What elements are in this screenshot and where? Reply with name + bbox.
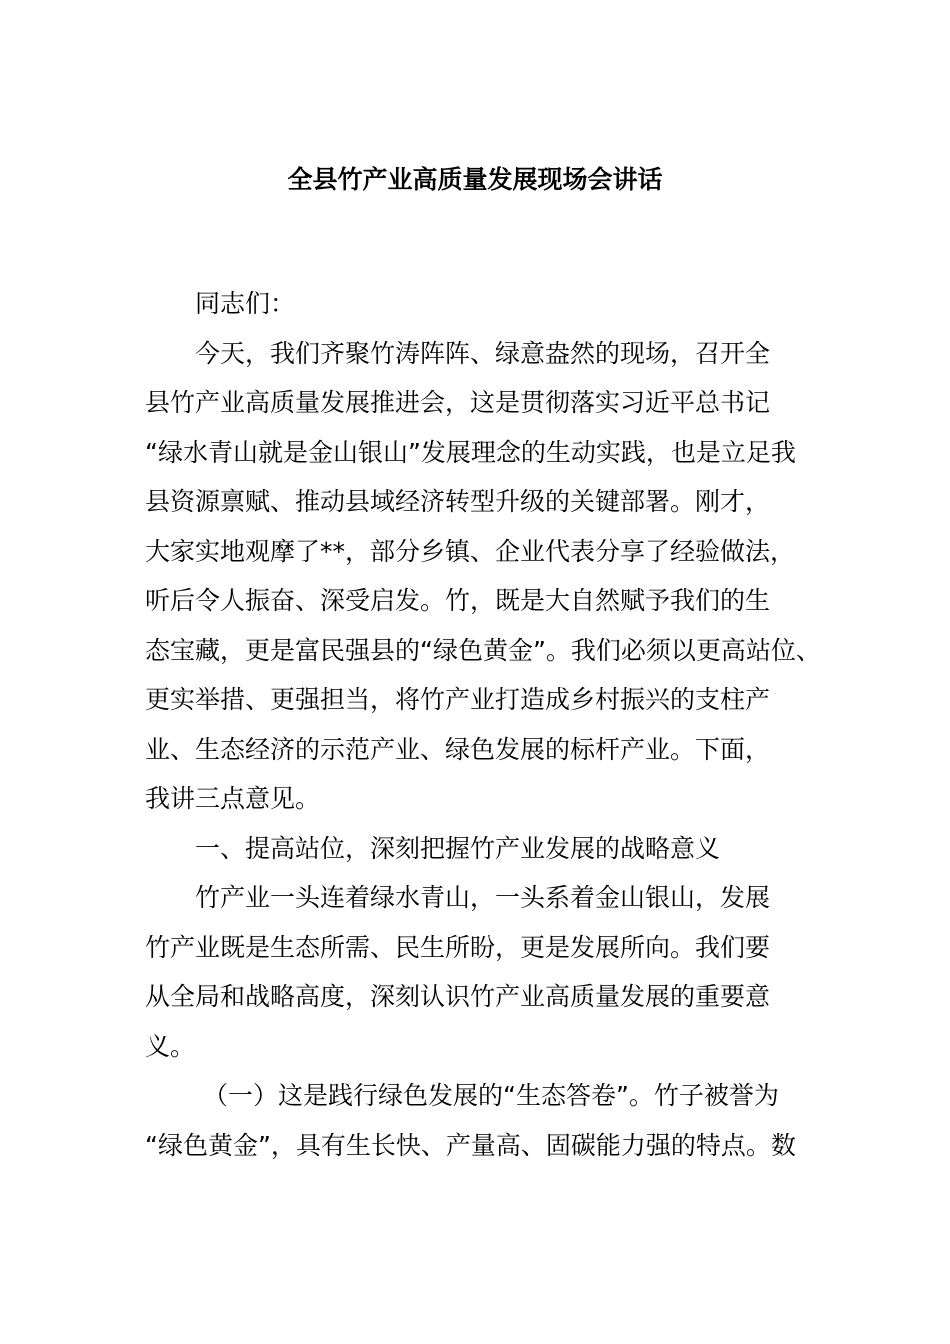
- text-line: 业、生态经济的示范产业、绿色发展的标杆产业。下面，: [145, 734, 771, 764]
- text-line: （一）这是践行绿色发展的“生态答卷”。竹子被誉为: [203, 1081, 779, 1110]
- section-heading-1: [145, 824, 835, 874]
- text-line: 一、提高站位，深刻把握竹产业发展的战略意义: [195, 833, 721, 863]
- subsection-1-paragraph: [145, 1071, 835, 1170]
- section-1-paragraph: [145, 873, 835, 1071]
- text-line: 今天，我们齐聚竹涛阵阵、绿意盎然的现场，召开全: [195, 338, 771, 368]
- text-line: 态宝藏，更是富民强县的“绿色黄金”。我们必须以更高站位、: [145, 635, 821, 665]
- text-line: 义。: [145, 1031, 196, 1061]
- text-line: 同志们：: [195, 289, 296, 318]
- text-line: 县资源禀赋、推动县域经济转型升级的关键部署。刚才，: [145, 487, 771, 516]
- text-line: 竹产业一头连着绿水青山，一头系着金山银山，发展: [195, 883, 771, 912]
- text-line: 从全局和战略高度，深刻认识竹产业高质量发展的重要意: [145, 982, 771, 1011]
- text-line: 我讲三点意见。: [145, 784, 321, 813]
- text-line: 大家实地观摩了**，部分乡镇、企业代表分享了经验做法，: [145, 536, 796, 566]
- document-body: [145, 279, 835, 1170]
- text-line: 县竹产业高质量发展推进会，这是贯彻落实习近平总书记: [145, 388, 771, 417]
- intro-paragraph: [145, 329, 835, 824]
- salutation-paragraph: [145, 279, 835, 329]
- text-line: “绿水青山就是金山银山”发展理念的生动实践，也是立足我: [145, 437, 796, 467]
- document-title: 全县竹产业高质量发展现场会讲话: [287, 165, 663, 194]
- text-line: 更实举措、更强担当，将竹产业打造成乡村振兴的支柱产: [145, 685, 771, 714]
- text-line: 竹产业既是生态所需、民生所盼，更是发展所向。我们要: [145, 932, 771, 962]
- text-line: 听后令人振奋、深受启发。竹，既是大自然赋予我们的生: [145, 586, 771, 615]
- text-line: “绿色黄金”，具有生长快、产量高、固碳能力强的特点。数: [145, 1130, 796, 1160]
